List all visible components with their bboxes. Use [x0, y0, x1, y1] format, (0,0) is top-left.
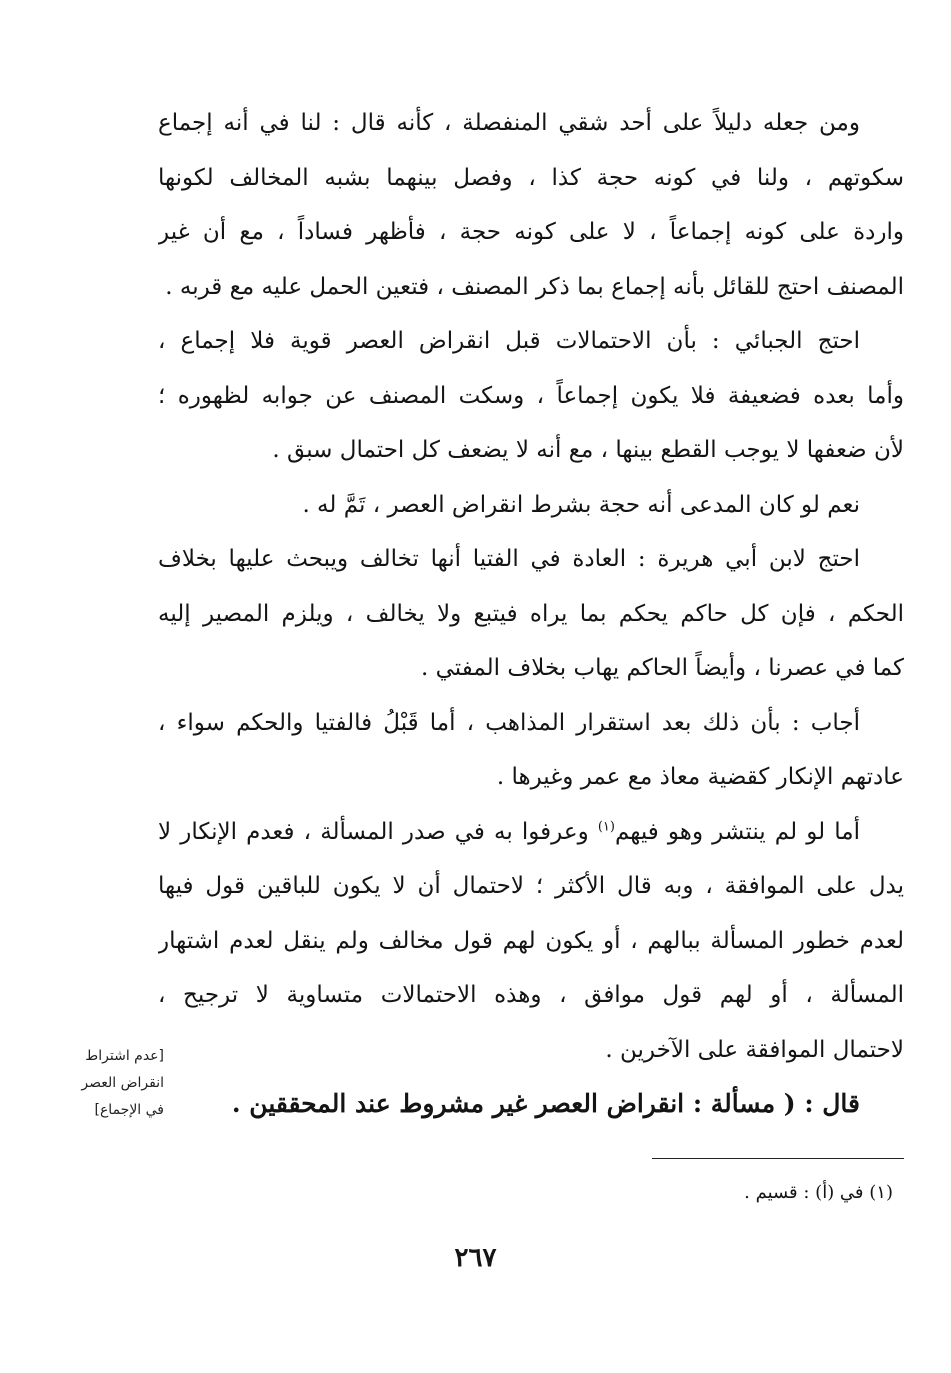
- text-line-11: كما في عصرنا ، وأيضاً الحاكم يهاب بخلاف المفتي .: [421, 655, 904, 681]
- text-line-6: وأما بعده فضعيفة فلا يكون إجماعاً ، وسكت المصنف عن جوابه لظهوره ؛: [158, 382, 904, 409]
- margin-note: [52, 1043, 164, 1124]
- text-line-16: لعدم خطور المسألة ببالهم ، أو يكون لهم قول مخالف ولم ينقل لعدم اشتهار: [158, 927, 904, 954]
- footnote: (١) في (أ) : قسيم .: [744, 1182, 893, 1203]
- text-line-15: يدل على الموافقة ، وبه قال الأكثر ؛ لاحتمال أن لا يكون للباقين قول فيها: [158, 873, 904, 899]
- footnote-separator: [652, 1158, 904, 1159]
- margin-note-line-1: [عدم اشتراط: [85, 1048, 164, 1064]
- text-line-2: سكوتهم ، ولنا في كونه حجة كذا ، وفصل بينهما بشبه المخالف لكونها: [158, 164, 904, 191]
- margin-note-line-2: انقراض العصر: [81, 1075, 164, 1091]
- footnote-reference: (١): [597, 818, 615, 834]
- text-line-17: المسألة ، أو لهم قول موافق ، وهذه الاحتمالات متساوية لا ترجيح ،: [158, 982, 904, 1008]
- text-line-14-end: وعرفوا به في صدر المسألة ، فعدم الإنكار لا: [158, 818, 598, 845]
- page-number: ٢٦٧: [454, 1243, 497, 1273]
- text-line-14-start: أما لو لم ينتشر وهو فيهم: [614, 818, 860, 845]
- text-line-4: المصنف احتج للقائل بأنه إجماع بما ذكر المصنف ، فتعين الحمل عليه مع قربه .: [165, 273, 904, 300]
- text-line-3: واردة على كونه إجماعاً ، لا على كونه حجة ، فأظهر فساداً ، مع أن غير: [158, 219, 904, 245]
- text-line-1: ومن جعله دليلاً على أحد شقي المنفصلة ، كأنه قال : لنا في أنه إجماع: [158, 110, 860, 136]
- text-line-14: [158, 805, 904, 860]
- section-heading: قال : ( مسألة : انقراض العصر غير مشروط عند المحققين .: [231, 1089, 860, 1118]
- text-line-10: الحكم ، فإن كل حاكم يحكم بما يراه فيتبع ولا يخالف ، ويلزم المصير إليه: [158, 600, 904, 627]
- text-line-7: لأن ضعفها لا يوجب القطع بينها ، مع أنه لا يضعف كل احتمال سبق .: [272, 437, 904, 463]
- text-line-8: نعم لو كان المدعى أنه حجة بشرط انقراض العصر ، تَمَّ له .: [302, 491, 860, 518]
- text-line-5: احتج الجبائي : بأن الاحتمالات قبل انقراض العصر قوية فلا إجماع ،: [158, 328, 860, 354]
- margin-note-line-3: في الإجماع]: [94, 1102, 164, 1118]
- main-text: [158, 96, 904, 1132]
- text-line-18: لاحتمال الموافقة على الآخرين .: [605, 1036, 904, 1063]
- text-line-9: احتج لابن أبي هريرة : العادة في الفتيا أنها تخالف ويبحث عليها بخلاف: [158, 546, 860, 572]
- text-line-13: عادتهم الإنكار كقضية معاذ مع عمر وغيرها .: [496, 764, 904, 790]
- text-line-12: أجاب : بأن ذلك بعد استقرار المذاهب ، أما قَبْلُ فالفتيا والحكم سواء ،: [158, 709, 860, 736]
